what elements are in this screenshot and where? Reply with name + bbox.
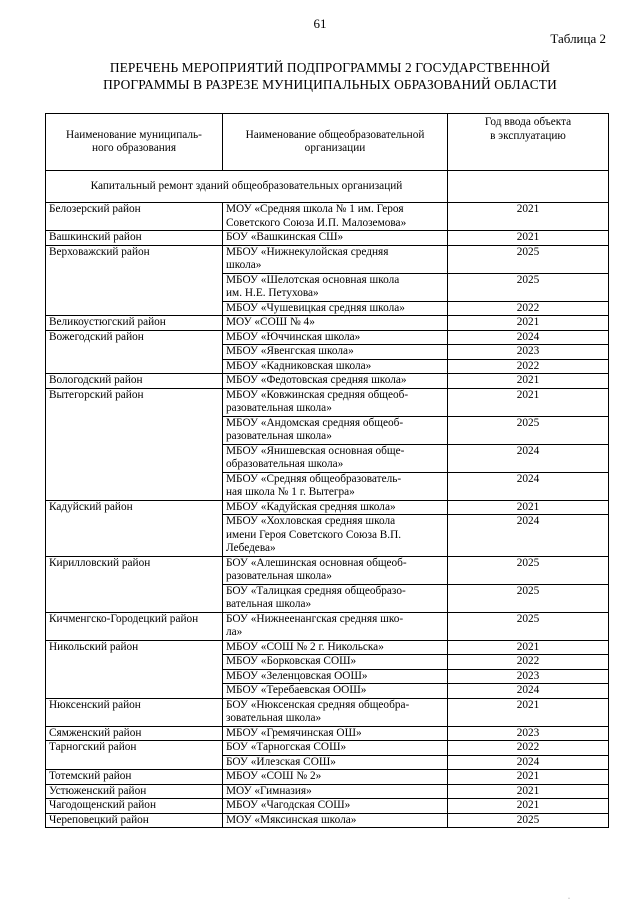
year-cell: 2024 xyxy=(448,444,609,472)
year-cell: 2024 xyxy=(448,515,609,557)
table-row xyxy=(46,799,609,814)
scan-mark: · xyxy=(568,896,570,902)
organization-line: МБОУ «Чагодская СОШ» xyxy=(226,799,351,811)
organization-cell xyxy=(223,359,448,374)
district-cell: Великоустюгский район xyxy=(46,316,223,331)
year-cell: 2025 xyxy=(448,612,609,640)
organization-cell xyxy=(223,330,448,345)
table-row xyxy=(46,741,609,756)
organization-line: зовательная школа» xyxy=(226,712,322,724)
district-cell: Тотемский район xyxy=(46,770,223,785)
organization-cell xyxy=(223,684,448,699)
district-cell: Верховажский район xyxy=(46,245,223,316)
header-organization-line1: Наименование общеобразовательной xyxy=(245,128,425,141)
organization-line: МБОУ «Хохловская средняя школа xyxy=(226,515,396,527)
district-cell: Белозерский район xyxy=(46,203,223,231)
organization-line: МБОУ «Зеленцовская ООШ» xyxy=(226,669,368,682)
year-cell: 2024 xyxy=(448,684,609,699)
page-number: 61 xyxy=(313,16,327,31)
organization-line: МБОУ «Борковская СОШ» xyxy=(226,655,357,667)
table-header-row xyxy=(46,114,609,171)
district-cell: Вашкинский район xyxy=(46,231,223,246)
district-cell: Тарногский район xyxy=(46,741,223,770)
year-cell: 2021 xyxy=(448,203,609,231)
table-row xyxy=(46,245,609,273)
table-row xyxy=(46,784,609,799)
year-cell: 2023 xyxy=(448,345,609,360)
organization-cell xyxy=(223,345,448,360)
table-row xyxy=(46,203,609,231)
year-cell: 2025 xyxy=(448,416,609,444)
organization-line: ла» xyxy=(226,626,243,638)
organization-line: МОУ «Гимназия» xyxy=(226,784,312,797)
organization-cell xyxy=(223,669,448,684)
organization-line: МБОУ «Гремячинская ОШ» xyxy=(226,726,362,739)
district-cell: Устюженский район xyxy=(46,784,223,799)
organization-cell xyxy=(223,231,448,246)
year-cell: 2024 xyxy=(448,755,609,770)
organization-line: БОУ «Талицкая средняя общеобразо- xyxy=(226,584,406,597)
organization-line: МБОУ «Юччинская школа» xyxy=(226,330,361,343)
table-row xyxy=(46,640,609,655)
header-organization-line2: организации xyxy=(304,142,366,154)
organization-cell xyxy=(223,813,448,828)
title-line-2: ПРОГРАММЫ В РАЗРЕЗЕ МУНИЦИПАЛЬНЫХ ОБРАЗОВАНИЙ ОБЛАСТИ xyxy=(103,77,557,92)
table-row xyxy=(46,374,609,389)
organization-line: МОУ «СОШ № 4» xyxy=(226,316,315,328)
year-cell: 2021 xyxy=(448,500,609,515)
table-row xyxy=(46,813,609,828)
section-empty-cell xyxy=(448,171,609,203)
district-cell: Сямженский район xyxy=(46,726,223,741)
year-cell: 2021 xyxy=(448,770,609,785)
table-row xyxy=(46,316,609,331)
organization-line: им. Н.Е. Петухова» xyxy=(226,287,319,299)
organization-cell xyxy=(223,741,448,756)
organization-line: МБОУ «Чушевицкая средняя школа» xyxy=(226,301,405,314)
year-cell: 2021 xyxy=(448,698,609,726)
year-cell: 2021 xyxy=(448,231,609,246)
district-cell: Кадуйский район xyxy=(46,500,223,556)
header-year xyxy=(448,114,609,171)
organization-cell xyxy=(223,799,448,814)
year-cell: 2023 xyxy=(448,669,609,684)
organization-cell xyxy=(223,245,448,273)
year-cell: 2022 xyxy=(448,741,609,756)
table-row xyxy=(46,698,609,726)
organization-line: МБОУ «Шелотская основная школа xyxy=(226,273,400,286)
organization-cell xyxy=(223,698,448,726)
district-cell: Нюксенский район xyxy=(46,698,223,726)
organization-line: БОУ «Алешинская основная общеоб- xyxy=(226,556,407,569)
year-cell: 2023 xyxy=(448,726,609,741)
table-row xyxy=(46,556,609,584)
table-row xyxy=(46,612,609,640)
organization-cell xyxy=(223,755,448,770)
organization-cell xyxy=(223,472,448,500)
organization-cell xyxy=(223,655,448,670)
organization-line: ная школа № 1 г. Вытегра» xyxy=(226,486,355,498)
organization-line: МБОУ «Ковжинская средняя общеоб- xyxy=(226,388,409,401)
table-label: Таблица 2 xyxy=(550,31,606,46)
organization-line: МБОУ «Явенгская школа» xyxy=(226,345,354,357)
organization-cell xyxy=(223,203,448,231)
organization-cell xyxy=(223,388,448,416)
year-cell: 2022 xyxy=(448,655,609,670)
district-cell: Вологодский район xyxy=(46,374,223,389)
header-district-line2: ного образования xyxy=(91,142,177,154)
organization-line: разовательная школа» xyxy=(226,430,332,442)
table-row xyxy=(46,231,609,246)
table-row xyxy=(46,770,609,785)
organization-line: МБОУ «Федотовская средняя школа» xyxy=(226,374,407,386)
organization-line: МБОУ «Нижнекулойская средняя xyxy=(226,245,389,258)
organization-line: БОУ «Вашкинская СШ» xyxy=(226,231,344,243)
header-district-line1: Наименование муниципаль- xyxy=(66,128,202,141)
organization-line: образовательная школа» xyxy=(226,458,344,470)
year-cell: 2025 xyxy=(448,556,609,584)
organization-line: БОУ «Тарногская СОШ» xyxy=(226,741,347,753)
organization-cell xyxy=(223,784,448,799)
events-table xyxy=(45,113,609,828)
table-row xyxy=(46,388,609,416)
year-cell: 2022 xyxy=(448,301,609,316)
organization-cell xyxy=(223,584,448,612)
organization-line: МОУ «Средняя школа № 1 им. Героя xyxy=(226,203,404,215)
document-title xyxy=(40,59,620,93)
year-cell: 2021 xyxy=(448,374,609,389)
year-cell: 2024 xyxy=(448,330,609,345)
header-organization xyxy=(223,114,448,171)
district-cell: Череповецкий район xyxy=(46,813,223,828)
table-row xyxy=(46,330,609,345)
table-row xyxy=(46,726,609,741)
district-cell: Никольский район xyxy=(46,640,223,698)
organization-line: МБОУ «Кадниковская школа» xyxy=(226,359,372,372)
section-row xyxy=(46,171,609,203)
organization-line: МБОУ «Андомская средняя общеоб- xyxy=(226,416,404,429)
organization-line: МБОУ «Теребаевская ООШ» xyxy=(226,684,367,696)
organization-line: МБОУ «Средняя общеобразователь- xyxy=(226,472,402,485)
organization-line: МОУ «Мяксинская школа» xyxy=(226,813,357,826)
organization-cell xyxy=(223,612,448,640)
organization-line: МБОУ «СОШ № 2 г. Никольска» xyxy=(226,640,384,653)
year-cell: 2025 xyxy=(448,273,609,301)
organization-line: Лебедева» xyxy=(226,542,276,554)
organization-line: Советского Союза И.П. Малоземова» xyxy=(226,216,407,229)
year-cell: 2021 xyxy=(448,640,609,655)
organization-cell xyxy=(223,374,448,389)
organization-cell xyxy=(223,444,448,472)
organization-line: имени Героя Советского Союза В.П. xyxy=(226,528,402,541)
year-cell: 2024 xyxy=(448,472,609,500)
table-row xyxy=(46,500,609,515)
organization-cell xyxy=(223,316,448,331)
organization-line: МБОУ «СОШ № 2» xyxy=(226,770,322,782)
organization-line: разовательная школа» xyxy=(226,570,332,582)
organization-line: МБОУ «Кадуйская средняя школа» xyxy=(226,500,396,513)
year-cell: 2022 xyxy=(448,359,609,374)
organization-line: МБОУ «Янишевская основная обще- xyxy=(226,444,405,457)
organization-cell xyxy=(223,770,448,785)
organization-cell xyxy=(223,500,448,515)
organization-cell xyxy=(223,726,448,741)
district-cell: Вожегодский район xyxy=(46,330,223,374)
organization-line: вательная школа» xyxy=(226,598,312,610)
organization-cell xyxy=(223,556,448,584)
header-year-line1: Год ввода объекта xyxy=(484,116,572,128)
district-cell: Кичменгско-Городецкий район xyxy=(46,612,223,640)
year-cell: 2025 xyxy=(448,245,609,273)
section-title: Капитальный ремонт зданий общеобразовательных организаций xyxy=(46,171,448,203)
year-cell: 2025 xyxy=(448,813,609,828)
organization-line: школа» xyxy=(226,259,262,271)
organization-line: разовательная школа» xyxy=(226,402,332,414)
organization-cell xyxy=(223,515,448,557)
organization-line: БОУ «Нюксенская средняя общеобра- xyxy=(226,698,410,711)
header-district xyxy=(46,114,223,171)
organization-line: БОУ «Нижнеенангская средняя шко- xyxy=(226,612,404,625)
year-cell: 2021 xyxy=(448,316,609,331)
organization-cell xyxy=(223,301,448,316)
header-year-line2: в эксплуатацию xyxy=(490,129,566,142)
title-line-1: ПЕРЕЧЕНЬ МЕРОПРИЯТИЙ ПОДПРОГРАММЫ 2 ГОСУДАРСТВЕННОЙ xyxy=(109,60,551,75)
organization-cell xyxy=(223,640,448,655)
organization-cell xyxy=(223,416,448,444)
district-cell: Чагодощенский район xyxy=(46,799,223,814)
year-cell: 2021 xyxy=(448,388,609,416)
year-cell: 2021 xyxy=(448,784,609,799)
organization-line: БОУ «Илезская СОШ» xyxy=(226,755,336,768)
year-cell: 2025 xyxy=(448,584,609,612)
year-cell: 2021 xyxy=(448,799,609,814)
district-cell: Вытегорский район xyxy=(46,388,223,500)
district-cell: Кирилловский район xyxy=(46,556,223,612)
organization-cell xyxy=(223,273,448,301)
